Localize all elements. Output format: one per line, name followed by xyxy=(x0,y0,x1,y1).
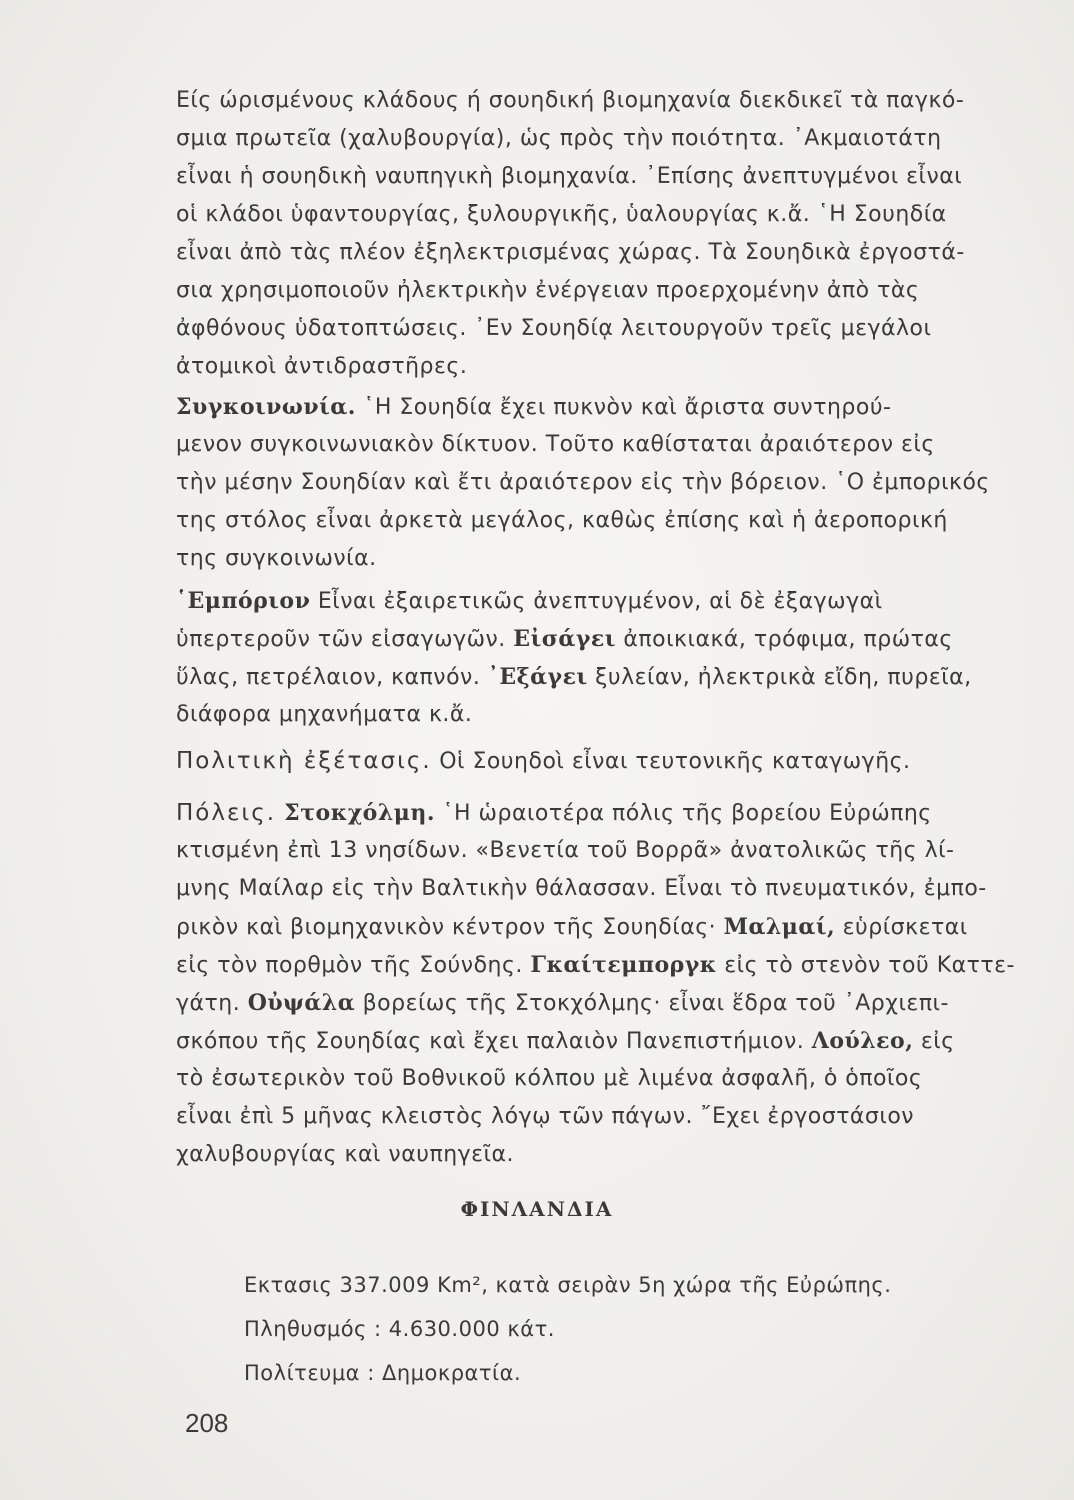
text-line xyxy=(176,1102,914,1132)
line-text: ξυλείαν, ἠλεκτρικὰ εἴδη, πυρεῖα, xyxy=(587,665,972,690)
city-uppsala: Οὐψάλα xyxy=(247,990,356,1016)
line-text: ὕλας, πετρέλαιον, καπνόν. xyxy=(176,665,488,690)
fact-government: Πολίτευμα : Δημοκρατία. xyxy=(244,1361,522,1385)
paragraph-political xyxy=(176,746,911,777)
text-line xyxy=(176,238,965,268)
heading-cities: Πόλεις. xyxy=(176,800,277,826)
section-heading: ΦΙΝΛΑΝΔΙΑ xyxy=(460,1197,614,1221)
line-text: σκόπου τῆς Σουηδίας καὶ ἔχει παλαιὸν Πανεπιστήμιον. xyxy=(176,1029,812,1054)
paragraph-cities xyxy=(176,798,932,829)
text-line xyxy=(176,314,931,344)
text-line xyxy=(176,276,919,306)
paragraph-communications xyxy=(176,392,891,423)
line-text: της στόλος εἶναι ἀρκετὰ μεγάλος, καθὼς ἐπίσης καὶ ἡ ἀεροπορική xyxy=(176,508,948,533)
text-line xyxy=(176,662,972,693)
text-line xyxy=(176,544,377,574)
text-line xyxy=(176,988,949,1019)
line-text: κτισμένη ἐπὶ 13 νησίδων. «Βενετία τοῦ Βορρᾶ» ἀνατολικῶς τῆς λί- xyxy=(176,838,955,863)
line-text: σμια πρωτεῖα (χαλυβουργία), ὡς πρὸς τὴν ποιότητα. ᾿Ακμαιοτάτη xyxy=(176,126,942,151)
text-line xyxy=(176,506,948,536)
heading-communications: Συγκοινωνία. xyxy=(176,394,356,420)
term-imports: Εἰσάγει xyxy=(513,626,616,652)
page-number: 208 xyxy=(185,1408,229,1438)
line-text: χαλυβουργίας καὶ ναυπηγεῖα. xyxy=(176,1142,514,1167)
text-line xyxy=(176,1064,922,1094)
line-text: διάφορα μηχανήματα κ.ἄ. xyxy=(176,702,473,727)
line-text: Οἱ Σουηδοὶ εἶναι τευτονικῆς καταγωγῆς. xyxy=(431,749,911,774)
line-text: οἱ κλάδοι ὑφαντουργίας, ξυλουργικῆς, ὑαλουργίας κ.ἄ. ῾Η Σουηδία xyxy=(176,202,947,227)
line-text: βορείως τῆς Στοκχόλμης· εἶναι ἕδρα τοῦ ᾿Αρχιεπι- xyxy=(355,991,949,1016)
text-line xyxy=(176,124,942,154)
text-line xyxy=(176,1140,514,1170)
line-text: σια χρησιμοποιοῦν ἠλεκτρικὴν ἐνέργειαν προερχομένην ἀπὸ τὰς xyxy=(176,278,920,303)
line-text: της συγκοινωνία. xyxy=(176,546,377,571)
line-text: εἶναι ἐπὶ 5 μῆνας κλειστὸς λόγῳ τῶν πάγων. ῎Εχει ἐργοστάσιον xyxy=(176,1104,915,1129)
line-text: μνης Μαίλαρ εἰς τὴν Βαλτικὴν θάλασσαν. Εἶναι τὸ πνευματικόν, ἐμπο- xyxy=(176,876,987,901)
text-line xyxy=(176,700,472,730)
text-line xyxy=(176,874,987,904)
text-line xyxy=(176,430,935,460)
line-text: εἶναι ἡ σουηδικὴ ναυπηγικὴ βιομηχανία. ᾿Επίσης ἀνεπτυγμένοι εἶναι xyxy=(176,164,963,189)
heading-trade: ῾Εμπόριον xyxy=(176,588,311,614)
text-line xyxy=(176,950,1015,981)
city-stockholm: Στοκχόλμη. xyxy=(276,800,436,826)
line-text: Εἶναι ἐξαιρετικῶς ἀνεπτυγμένον, αἱ δὲ ἐξαγωγαὶ xyxy=(310,589,883,614)
city-lulea: Λούλεο, xyxy=(811,1028,914,1054)
line-text: Είς ώρισμένους κλάδους ή σουηδική βιομηχανία διεκδικεῖ τὰ παγκό- xyxy=(176,88,965,113)
line-text: ὑπερτεροῦν τῶν εἰσαγωγῶν. xyxy=(176,627,514,652)
text-line xyxy=(176,352,467,382)
fact-population: Πληθυσμός : 4.630.000 κάτ. xyxy=(244,1317,555,1341)
line-text: ῾Η ὡραιοτέρα πόλις τῆς βορείου Εὐρώπης xyxy=(435,801,932,826)
line-text: γάτη. xyxy=(176,991,248,1016)
line-text: εἶναι ἀπὸ τὰς πλέον ἐξηλεκτρισμένας χώρας. Τὰ Σουηδικὰ ἐργοστά- xyxy=(176,240,965,265)
line-text: ἀφθόνους ὑδατοπτώσεις. ᾿Εν Σουηδίᾳ λειτουργοῦν τρεῖς μεγάλοι xyxy=(176,316,932,341)
text-line xyxy=(176,162,962,192)
heading-political: Πολιτικὴ ἐξέτασις. xyxy=(176,748,432,774)
fact-area: Εκτασις 337.009 Km², κατὰ σειρὰν 5η χώρα τῆς Εὐρώπης. xyxy=(244,1273,892,1297)
line-text: εἰς τὸν πορθμὸν τῆς Σούνδης. xyxy=(176,953,531,978)
line-text: ἀτομικοὶ ἀντιδραστῆρες. xyxy=(176,354,468,379)
city-gothenburg: Γκαίτεμποργκ xyxy=(530,952,717,978)
line-text: εἰς xyxy=(913,1029,955,1054)
text-line xyxy=(176,86,964,116)
text-line xyxy=(176,912,968,943)
line-text: ῾Η Σουηδία ἔχει πυκνὸν καὶ ἄριστα συντηρού- xyxy=(355,395,892,420)
text-line xyxy=(176,468,990,498)
text-line xyxy=(176,1026,955,1057)
line-text: εἰς τὸ στενὸν τοῦ Καττε- xyxy=(716,953,1015,978)
line-text: ρικὸν καὶ βιομηχανικὸν κέντρον τῆς Σουηδίας· xyxy=(176,915,724,940)
line-text: μενον συγκοινωνιακὸν δίκτυον. Τοῦτο καθίσταται ἀραιότερον εἰς xyxy=(176,432,935,457)
text-line xyxy=(176,836,954,866)
text-line xyxy=(176,624,953,655)
paragraph-trade xyxy=(176,586,883,617)
term-exports: ᾿Εξάγει xyxy=(487,664,588,690)
city-malmo: Μαλμαί, xyxy=(723,914,836,940)
line-text: εὑρίσκεται xyxy=(835,915,968,940)
text-line xyxy=(176,200,947,230)
line-text: τὸ ἐσωτερικὸν τοῦ Βοθνικοῦ κόλπου μὲ λιμένα ἀσφαλῆ, ὁ ὁποῖος xyxy=(176,1066,923,1091)
line-text: τὴν μέσην Σουηδίαν καὶ ἔτι ἀραιότερον εἰς τὴν βόρειον. ῾Ο ἐμπορικός xyxy=(176,470,990,495)
line-text: ἀποικιακά, τρόφιμα, πρώτας xyxy=(615,627,953,652)
